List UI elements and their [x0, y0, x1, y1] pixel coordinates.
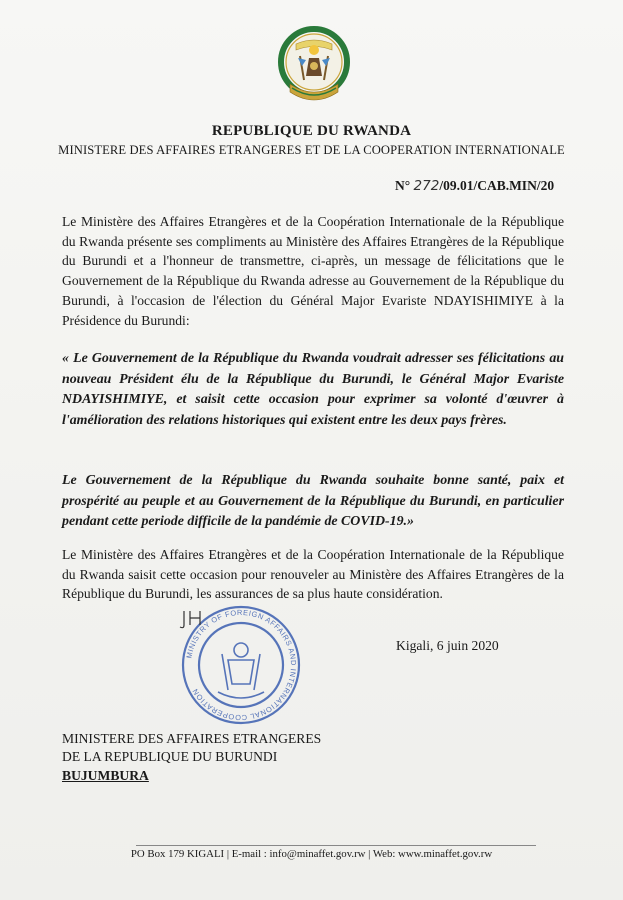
footer-divider — [136, 845, 536, 846]
intro-paragraph: Le Ministère des Affaires Etrangères et de la Coopération Internationale de la République du Rwanda présente ses compliments au Ministère des Affaires Etrangères de la République du Burundi et a l'honneur de transmettre, ci-après, un message de félicitations que le Gouvernement de la République du Rwanda adresse au Gouvernement de la République du Burundi, à l'occasion de l'élection du Général Major Evariste NDAYISHIMIYE à la Présidence du Burundi: — [62, 214, 564, 328]
recipient-line-1: MINISTERE DES AFFAIRES ETRANGERES — [62, 731, 322, 746]
country-title: REPUBLIQUE DU RWANDA — [211, 123, 412, 139]
signature-initials-icon — [178, 607, 218, 631]
ref-prefix: N° — [395, 178, 414, 193]
ref-handwritten-number: 272 — [413, 178, 440, 194]
closing-paragraph: Le Ministère des Affaires Etrangères et de la Coopération Internationale de la République du Rwanda saisit cette occasion pour renouveler au Ministère des Affaires Etrangères de la République du Burundi, les assurances de sa plus haute considération. — [62, 547, 564, 602]
svg-text:MINISTRY OF FOREIGN AFFAIRS AN: MINISTRY OF FOREIGN AFFAIRS AND INTERNATIONAL COOPERATION — [184, 607, 299, 723]
ministry-title: MINISTERE DES AFFAIRES ETRANGERES ET DE LA COOPERATION INTERNATIONALE — [58, 143, 565, 157]
ref-suffix: /09.01/CAB.MIN/20 — [439, 178, 555, 193]
recipient-address — [62, 730, 321, 785]
quote-paragraph-2: Le Gouvernement de la République du Rwanda souhaite bonne santé, paix et prospérité au peuple et au Gouvernement de la République du Burundi, en particulier pendant cette periode difficile de la pandémie de COVID-19.» — [62, 473, 564, 529]
reference-number — [395, 178, 554, 194]
footer-contact: PO Box 179 KIGALI | E-mail : info@minaffet.gov.rw | Web: www.minaffet.gov.rw — [130, 848, 493, 860]
recipient-city: BUJUMBURA — [62, 767, 149, 783]
rwanda-coat-of-arms-icon — [276, 18, 352, 118]
quote-paragraph-1: « Le Gouvernement de la République du Rwanda voudrait adresser ses félicitations au nouveau Président élu de la République du Burundi, le Général Major Evariste NDAYISHIMIYE, et saisit cette occasion pour exprimer sa volonté d'œuvrer à l'amélioration des relations historiques qui existent entre les deux pays frères. — [62, 351, 564, 428]
recipient-line-2: DE LA REPUBLIQUE DU BURUNDI — [62, 749, 278, 765]
place-date: Kigali, 6 juin 2020 — [396, 638, 499, 653]
